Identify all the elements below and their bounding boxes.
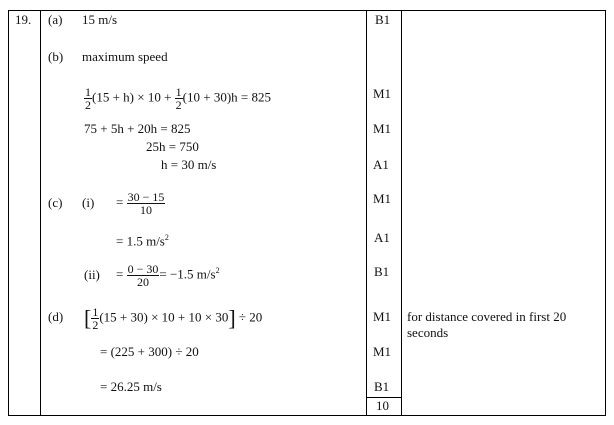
part-b-heading: maximum speed <box>82 49 168 64</box>
part-c-i-equation: = $\frac{30 - 15}{10}$ <box>116 190 165 217</box>
part-c-label: (c) <box>48 195 63 210</box>
part-d-comment-line-2: seconds <box>407 325 449 340</box>
part-a-mark: B1 <box>375 12 391 27</box>
part-b-equation-4: h = 30 m/s <box>161 157 217 172</box>
part-b-eq4-mark: A1 <box>373 157 389 172</box>
column-divider-number <box>40 10 41 416</box>
part-b-equation-2: 75 + 5h + 20h = 825 <box>84 121 191 136</box>
half-fraction: $\frac{1}{2}$ <box>85 85 91 112</box>
part-d-step-2: = (225 + 300) ÷ 20 <box>100 344 199 359</box>
part-a-label: (a) <box>48 12 63 27</box>
part-d-step-2-mark: M1 <box>373 344 392 359</box>
part-c-i-mark: M1 <box>373 191 392 206</box>
part-c-i-result-mark: A1 <box>374 230 390 245</box>
part-a-answer: 15 m/s <box>82 12 118 27</box>
part-c-ii-equation: = $\frac{0 - 30}{20}$ = −1.5 $m/s^2$ <box>116 262 220 289</box>
part-c-ii-mark: B1 <box>374 264 390 279</box>
part-c-i-label: (i) <box>82 195 95 210</box>
part-d-comment-line-1: for distance covered in first 20 <box>407 309 567 324</box>
part-c-i-result: = 1.5 $m/s^2$ <box>116 233 169 249</box>
table-border-left <box>8 10 9 416</box>
part-d-label: (d) <box>48 309 64 324</box>
part-b-label: (b) <box>48 49 64 64</box>
part-d-equation: [ $\frac{1}{2}$ (15 + 30) × 10 + 10 × 30] ÷ 20 <box>84 305 263 332</box>
part-b-eq1-mark: M1 <box>373 86 392 101</box>
part-b-equation-1: $\frac{1}{2}$ (15 + h) × 10 + $\frac{1}{2}$ (10 + 30)h = 825 <box>85 85 271 112</box>
part-b-equation-3: 25h = 750 <box>146 139 199 154</box>
fraction: $\frac{30 - 15}{10}$ <box>127 190 165 217</box>
part-d-step-3: = 26.25 m/s <box>100 379 162 394</box>
table-border-top <box>8 10 606 11</box>
fraction: $\frac{0 - 30}{20}$ <box>127 262 159 289</box>
total-marks: 10 <box>376 398 389 413</box>
table-border-right <box>605 10 606 416</box>
column-divider-marks-left <box>366 10 367 416</box>
part-d-mark: M1 <box>373 309 392 324</box>
table-border-bottom <box>8 415 606 416</box>
part-c-ii-label: (ii) <box>84 267 100 282</box>
half-fraction: $\frac{1}{2}$ <box>175 85 182 112</box>
part-d-step-3-mark: B1 <box>374 379 390 394</box>
question-number: 19. <box>15 12 32 27</box>
part-b-eq2-mark: M1 <box>373 121 392 136</box>
column-divider-marks-right <box>401 10 402 416</box>
half-fraction: $\frac{1}{2}$ <box>92 305 99 332</box>
